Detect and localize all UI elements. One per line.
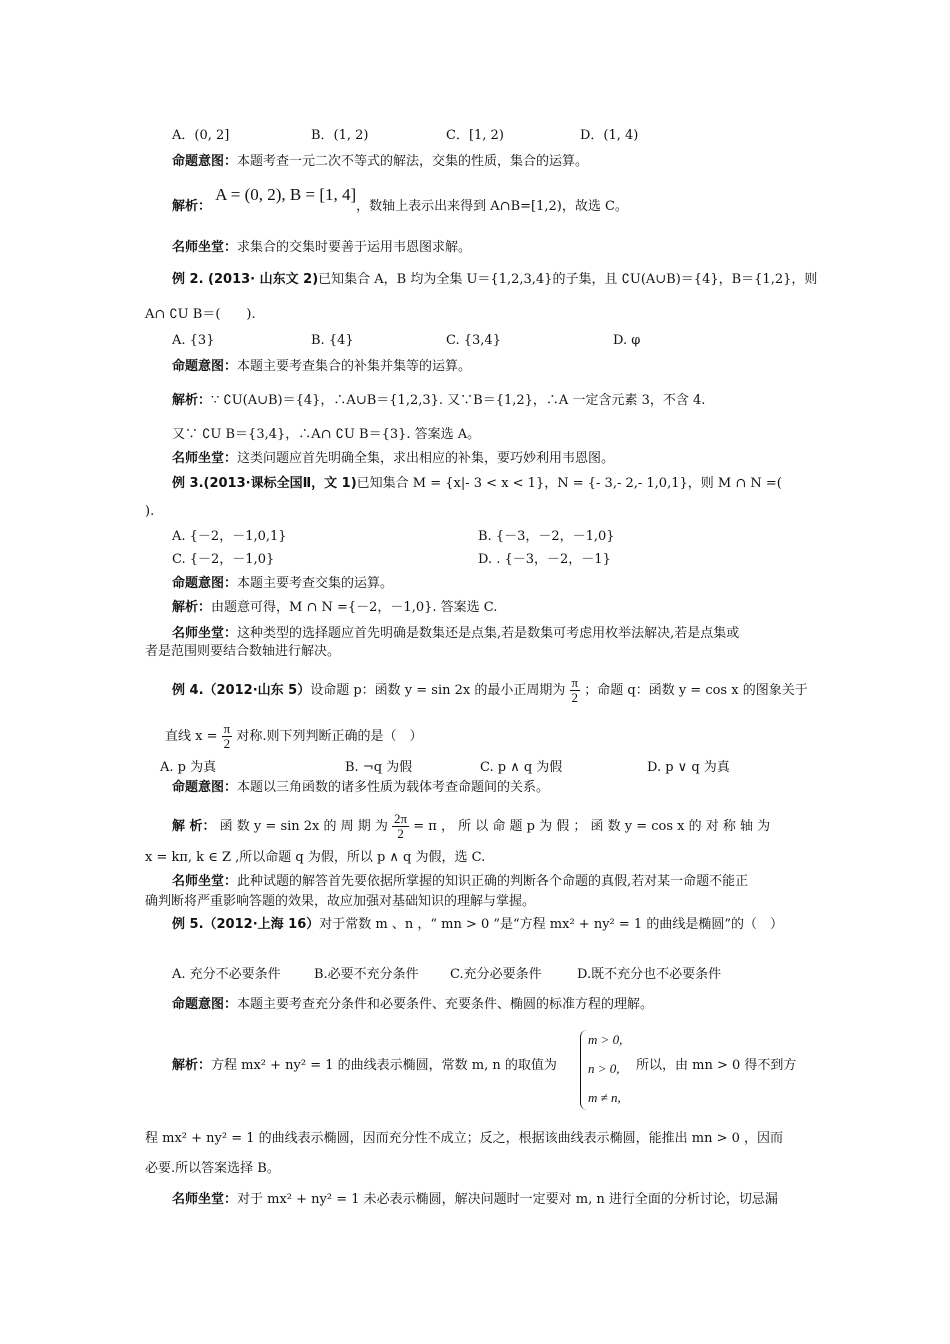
ex2-analysis2: 又∵ ∁U B＝{3,4}，∴A∩ ∁U B＝{3}. 答案选 A。	[172, 427, 481, 442]
intent-text: 本题考查一元二次不等式的解法，交集的性质，集合的运算。	[237, 154, 589, 169]
frac-den: 2	[397, 826, 404, 841]
ex3-analysis	[172, 598, 497, 618]
frac-num: π	[571, 675, 579, 690]
ex5-stem-text: 对于常数 m 、n ，“ mn > 0 ”是“方程 mx² + ny² = 1 的曲线是椭圆”的（ ）	[319, 917, 783, 932]
ex4-stem2b: 对称.则下列判断正确的是（ ）	[236, 729, 423, 744]
ex5-analysis1a	[172, 1056, 557, 1076]
ex4-stem1a: 设命题 p：函数 y = sin 2x 的最小正周期为	[310, 683, 566, 698]
frac-num: 2π	[394, 811, 408, 826]
ex2-stem-line2: A∩ ∁U B＝( ).	[145, 307, 256, 322]
teacher-label: 名师坐堂：	[172, 451, 238, 466]
ex2-option-c: C. {3,4}	[446, 333, 501, 348]
ex5-option-d: D.既不充分也不必要条件	[577, 967, 722, 982]
teacher-text: 对于 mx² + ny² = 1 未必表示椭圆，解决问题时一定要对 m, n 进行全面的分析讨论，切忌漏	[237, 1192, 778, 1207]
ex4-stem2a: 直线 x =	[165, 729, 218, 744]
intent-label: 命题意图：	[172, 997, 238, 1012]
ex2-option-a: A. {3}	[172, 333, 215, 348]
analysis-label: 解析：	[172, 1058, 212, 1073]
case-3: m ≠ n,	[588, 1090, 621, 1105]
teacher-label: 名师坐堂：	[172, 240, 238, 255]
ex3-stem	[172, 474, 782, 494]
analysis-text: 由题意可得，M ∩ N ={－2，－1,0}. 答案选 C.	[211, 600, 498, 615]
analysis-label: 解析：	[172, 600, 212, 615]
ex1-option-c: C．[1, 2)	[446, 128, 504, 143]
ex4-teacher1	[172, 872, 748, 892]
frac-den: 2	[571, 690, 579, 705]
ex3-option-a: A. {－2，－1,0,1}	[172, 529, 287, 544]
ex2-intent	[172, 357, 471, 377]
intent-label: 命题意图：	[172, 780, 238, 795]
ex4-analysis2: x = kπ, k ∈ Z ,所以命题 q 为假，所以 p ∧ q 为假，选 C.	[145, 850, 486, 865]
intent-text: 本题以三角函数的诸多性质为载体考查命题间的关系。	[237, 780, 550, 795]
frac-num: π	[223, 721, 231, 736]
ex3-stem2: ).	[145, 504, 155, 519]
ex5-analysis3: 必要.所以答案选择 B。	[145, 1161, 280, 1176]
ex3-option-b: B. {－3，－2，－1,0}	[478, 529, 615, 544]
teacher-text: 这类问题应首先明确全集，求出相应的补集，要巧妙利用韦恩图。	[237, 451, 615, 466]
ex3-option-d: D. . {－3，－2，－1}	[478, 552, 611, 567]
ex5-intent	[172, 995, 653, 1015]
ex2-stem1: 已知集合 A，B 均为全集 U＝{1,2,3,4}的子集，且 ∁U(A∪B)＝{4}，B＝{1,2}，则	[318, 272, 818, 287]
pi-over-2-fraction	[570, 676, 581, 705]
teacher-label: 名师坐堂：	[172, 874, 238, 889]
ex4-option-a: A. p 为真	[160, 760, 217, 775]
teacher-text: 此种试题的解答首先要依据所掌握的知识正确的判断各个命题的真假,若对某一命题不能正	[237, 874, 749, 889]
ex1-intent	[172, 152, 588, 172]
ex5-option-c: C.充分必要条件	[450, 967, 542, 982]
analysis-label: 解析：	[172, 393, 212, 408]
ex5-analysis1b: 所以，由 mn > 0 得不到方	[636, 1058, 797, 1073]
ex3-intent	[172, 574, 393, 594]
ex4-option-b: B. ¬q 为假	[345, 760, 413, 775]
intent-label: 命题意图：	[172, 576, 238, 591]
ex1-option-b: B．(1, 2)	[311, 128, 369, 143]
intent-label: 命题意图：	[172, 154, 238, 169]
ex3-title: 例 3.(2013·课标全国Ⅱ，文 1)	[172, 476, 357, 491]
analysis-text: ，数轴上表示出来得到 A∩B=[1,2)，故选 C。	[356, 199, 628, 214]
analysis-text-b: = π ， 所 以 命 题 p 为 假 ； 函 数 y = cos x 的 对 称 轴 为	[413, 819, 771, 834]
analysis-label: 解析：	[172, 199, 212, 214]
ex5-analysis2: 程 mx² + ny² = 1 的曲线表示椭圆，因而充分性不成立；反之，根据该曲线表示椭圆，能推出 mn > 0 ，因而	[145, 1131, 784, 1146]
ex3-teacher1	[172, 624, 739, 644]
intent-label: 命题意图：	[172, 359, 238, 374]
ex2-analysis1	[172, 391, 705, 411]
ex4-title: 例 4.（2012·山东 5）	[172, 683, 311, 698]
ex2-teacher	[172, 449, 614, 469]
analysis-text: ∵ ∁U(A∪B)＝{4}，∴A∪B＝{1,2,3}. 又∵B＝{1,2}，∴A 一定含元素 3，不含 4.	[211, 393, 706, 408]
ex4-option-c: C. p ∧ q 为假	[480, 760, 563, 775]
ex1-option-d: D．(1, 4)	[580, 128, 639, 143]
cases-brace	[580, 1030, 587, 1110]
ex4-teacher2: 确判断将严重影响答题的效果，故应加强对基础知识的理解与掌握。	[145, 894, 536, 909]
ex5-teacher	[172, 1190, 778, 1210]
ex2-option-b: B. {4}	[311, 333, 354, 348]
ex1-option-a: A．(0, 2]	[172, 128, 230, 143]
ex5-option-a: A. 充分不必要条件	[172, 967, 281, 982]
two-pi-over-2-fraction	[392, 812, 409, 841]
ex4-stem2	[165, 722, 423, 751]
ex4-option-d: D. p ∨ q 为真	[647, 760, 730, 775]
ex1-teacher	[172, 238, 471, 258]
ex3-option-c: C. {－2，－1,0}	[172, 552, 275, 567]
ex3-stem-text: 已知集合 M = {x|- 3 < x < 1}，N = {- 3,- 2,- 1,0,1}，则 M ∩ N =(	[356, 476, 782, 491]
frac-den: 2	[223, 736, 231, 751]
analysis-label: 解 析：	[172, 819, 216, 834]
ex4-analysis1	[172, 812, 770, 841]
ex2-title: 例 2. (2013· 山东文 2)	[172, 272, 319, 287]
analysis-text-a: 函 数 y = sin 2x 的 周 期 为	[219, 819, 388, 834]
intent-text: 本题主要考查交集的运算。	[237, 576, 394, 591]
pi-over-2-fraction	[222, 722, 233, 751]
intent-text: 本题主要考查集合的补集并集等的运算。	[237, 359, 472, 374]
analysis-text: 方程 mx² + ny² = 1 的曲线表示椭圆，常数 m, n 的取值为	[211, 1058, 557, 1073]
teacher-text: 求集合的交集时要善于运用韦恩图求解。	[237, 240, 472, 255]
intent-text: 本题主要考查充分条件和必要条件、充要条件、椭圆的标准方程的理解。	[237, 997, 654, 1012]
ex4-stem1	[172, 676, 808, 705]
ex5-stem	[172, 915, 783, 935]
case-2: n > 0,	[588, 1061, 620, 1076]
teacher-label: 名师坐堂：	[172, 626, 238, 641]
ex2-option-d: D. φ	[613, 333, 641, 348]
ex1-analysis	[172, 185, 628, 217]
case-1: m > 0,	[588, 1032, 623, 1047]
teacher-text: 这种类型的选择题应首先明确是数集还是点集,若是数集可考虑用枚举法解决,若是点集或	[237, 626, 740, 641]
ex5-option-b: B.必要不充分条件	[314, 967, 419, 982]
ex4-stem1b: ；命题 q：函数 y = cos x 的图象关于	[584, 683, 808, 698]
ex5-title: 例 5.（2012·上海 16）	[172, 917, 320, 932]
ex4-intent	[172, 778, 549, 798]
teacher-label: 名师坐堂：	[172, 1192, 238, 1207]
ex3-teacher2: 者是范围则要结合数轴进行解决。	[145, 644, 341, 659]
analysis-math: A = (0, 2), B = [1, 4]	[215, 185, 357, 204]
ex2-stem-line1	[172, 270, 817, 290]
